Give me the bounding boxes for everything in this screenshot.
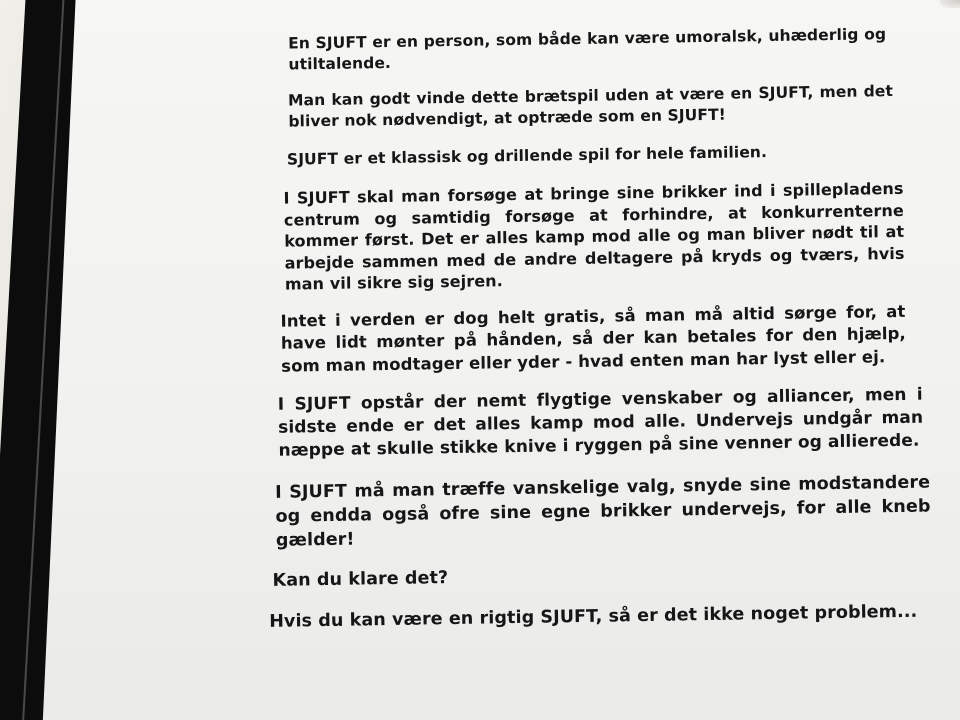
rules-text-block <box>260 23 939 633</box>
paragraph-choices: I SJUFT må man træffe vanskelige valg, snyde sine modstandere og endda også ofre sine egne brikker undervejs, for alle kneb gælder! <box>275 472 931 551</box>
paragraph-coins: Intet i verden er dog helt gratis, så man må altid sørge for, at have lidt mønter på hånden, så der kan betales for den hjælp, som man modtager eller yder - hvad enten man har lyst eller ej. <box>280 301 906 376</box>
paragraph-closing: Hvis du kan være en rigtig SJUFT, så er det ikke noget problem... <box>269 601 918 632</box>
paragraph-question: Kan du klare det? <box>272 568 449 591</box>
paragraph-winning: Man kan godt vinde dette brætspil uden at være en SJUFT, men det bliver nok nødvendigt, at optræde som en SJUFT! <box>287 82 894 131</box>
paragraph-objective: I SJUFT skal man forsøge at bringe sine brikker ind i spillepladens centrum og samtidig forsøge at forhindre, at konkurrenterne kommer først. Det er alles kamp mod alle og man bliver nødt til at arbejde sammen med de andre deltagere på kryds og tværs, hvis man vil sikre sig sejren. <box>283 178 905 294</box>
paper-smudge <box>939 0 960 8</box>
paragraph-definition: En SJUFT er en person, som både kan være umoralsk, uhæderlig og utiltalende. <box>288 25 887 74</box>
paragraph-family-game: SJUFT er et klassisk og drillende spil for hele familien. <box>286 143 768 169</box>
paragraph-alliances: I SJUFT opstår der nemt flygtige venskaber og alliancer, men i sidste ende er det alles kamp mod alle. Undervejs undgår man næppe at skulle stikke knive i ryggen på sine venner og allierede. <box>277 384 924 461</box>
